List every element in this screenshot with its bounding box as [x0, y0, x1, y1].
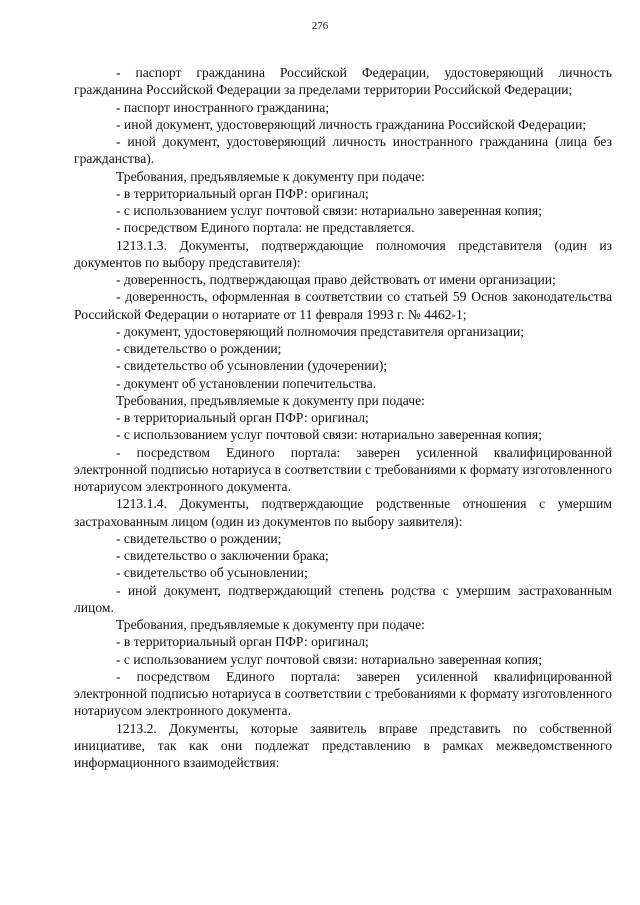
- paragraph: - паспорт гражданина Российской Федерации, удостоверяющий личность гражданина Российской Федерации за пределами территории Российской Федерации;: [74, 65, 612, 98]
- paragraph: - документ об установлении попечительства.: [116, 375, 377, 391]
- paragraph: - свидетельство об усыновлении (удочерении);: [116, 358, 388, 374]
- paragraph: - с использованием услуг почтовой связи: нотариально заверенная копия;: [116, 203, 542, 218]
- paragraph: - в территориальный орган ПФР: оригинал;: [116, 185, 369, 201]
- paragraph: 1213.1.3. Документы, подтверждающие полномочия представителя (один из документов по выбору представителя):: [74, 237, 612, 270]
- paragraph: - паспорт иностранного гражданина;: [116, 99, 330, 115]
- document-body: [74, 64, 612, 771]
- paragraph: - посредством Единого портала: заверен усиленной квалифицированной электронной подписью нотариуса в соответствии с требованиями к формату изготовленного нотариусом электронного документа.: [74, 668, 612, 719]
- paragraph: - посредством Единого портала: не представляется.: [116, 220, 415, 236]
- paragraph: Требования, предъявляемые к документу при подаче:: [116, 617, 425, 632]
- paragraph: - в территориальный орган ПФР: оригинал;: [116, 634, 369, 650]
- paragraph: - доверенность, оформленная в соответствии со статьей 59 Основ законодательства Российской Федерации о нотариате от 11 февраля 1993 г. № 4462-1;: [74, 289, 612, 322]
- paragraph: 1213.1.4. Документы, подтверждающие родственные отношения с умершим застрахованным лицом (один из документов по выбору заявителя):: [74, 496, 612, 529]
- paragraph: - документ, удостоверяющий полномочия представителя организации;: [116, 323, 525, 339]
- paragraph: - иной документ, удостоверяющий личность гражданина Российской Федерации;: [116, 116, 587, 132]
- paragraph: - иной документ, удостоверяющий личность иностранного гражданина (лица без гражданства).: [74, 134, 612, 167]
- paragraph: - с использованием услуг почтовой связи: нотариально заверенная копия;: [116, 427, 542, 443]
- paragraph: - свидетельство о рождении;: [116, 530, 282, 546]
- paragraph: - доверенность, подтверждающая право действовать от имени организации;: [116, 272, 556, 287]
- paragraph: - в территориальный орган ПФР: оригинал;: [116, 410, 369, 425]
- page-number: 276: [311, 20, 329, 32]
- paragraph: 1213.2. Документы, которые заявитель вправе представить по собственной инициативе, так как они подлежат представлению в рамках межведомственного информационного взаимодействия:: [74, 720, 612, 770]
- paragraph: - иной документ, подтверждающий степень родства с умершим застрахованным лицом.: [74, 582, 612, 615]
- paragraph: - свидетельство о заключении брака;: [116, 548, 329, 563]
- paragraph: Требования, предъявляемые к документу при подаче:: [116, 392, 425, 408]
- paragraph: - свидетельство об усыновлении;: [116, 565, 308, 581]
- paragraph: - с использованием услуг почтовой связи: нотариально заверенная копия;: [116, 651, 542, 667]
- paragraph: - посредством Единого портала: заверен усиленной квалифицированной электронной подписью нотариуса в соответствии с требованиями к формату изготовленного нотариусом электронного документа.: [74, 444, 612, 494]
- paragraph: - свидетельство о рождении;: [116, 341, 282, 356]
- paragraph: Требования, предъявляемые к документу при подаче:: [116, 168, 425, 184]
